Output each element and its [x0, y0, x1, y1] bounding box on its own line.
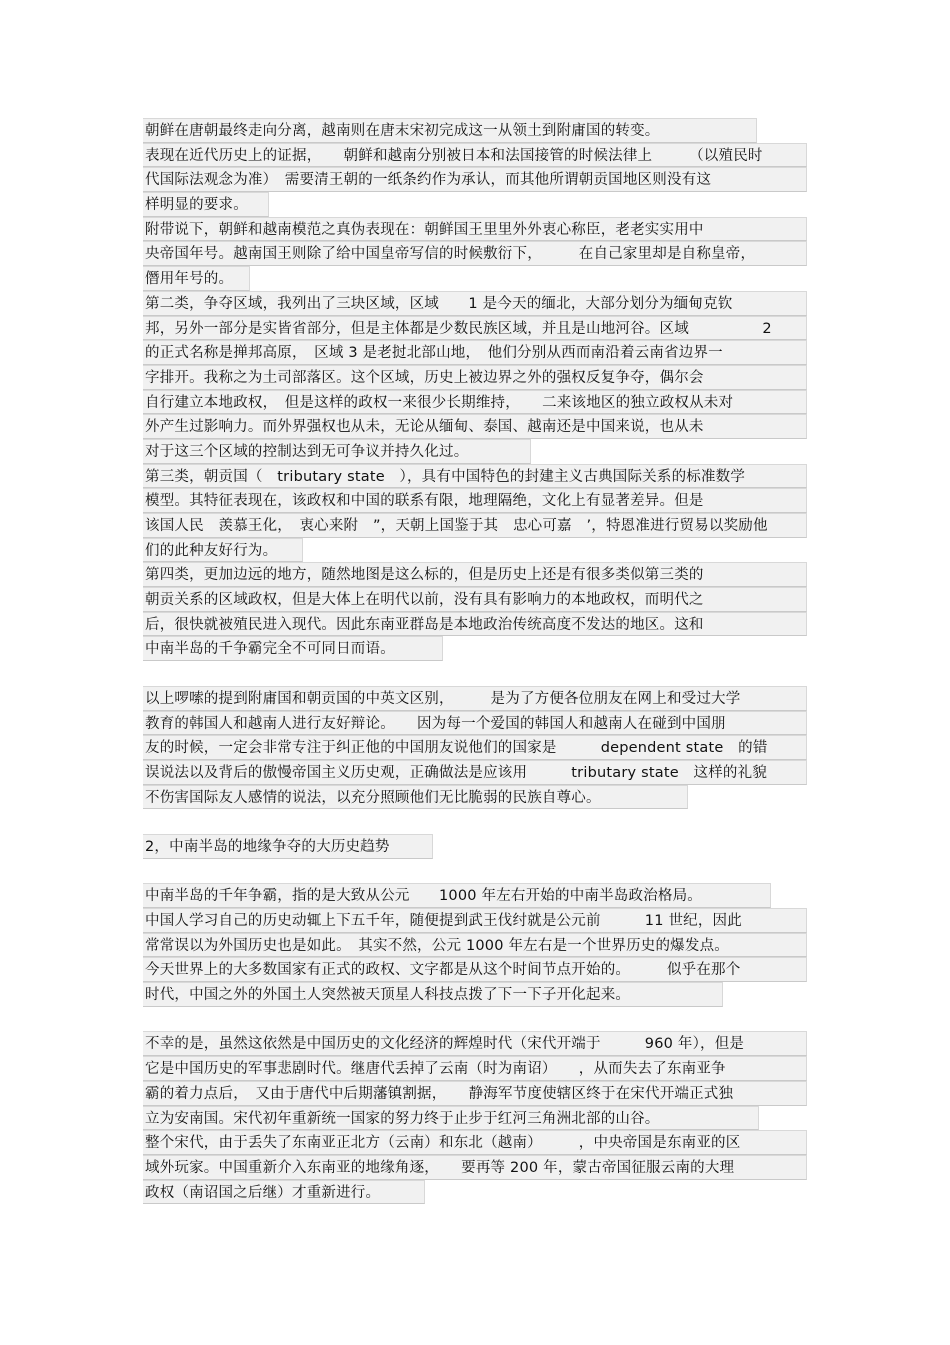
paragraph	[143, 291, 808, 464]
text-line: 第四类，更加边远的地方，随然地图是这么标的，但是历史上还是有很多类似第三类的	[143, 562, 807, 587]
text-line: 中南半岛的千年争霸，指的是大致从公元 1000 年左右开始的中南半岛政治格局。	[143, 883, 771, 908]
text-line: 友的时候，一定会非常专注于纠正他的中国朋友说他们的国家是 dependent state 的错	[143, 735, 807, 760]
text-line: 邦，另外一部分是实皆省部分，但是主体都是少数民族区域，并且是山地河谷。区域 2	[143, 316, 807, 341]
text-line: 中国人学习自己的历史动辄上下五千年，随便提到武王伐纣就是公元前 11 世纪，因此	[143, 908, 807, 933]
text-line: 表现在近代历史上的证据， 朝鲜和越南分别被日本和法国接管的时候法律上 （以殖民时	[143, 143, 807, 168]
text-line: 外产生过影响力。而外界强权也从未，无论从缅甸、泰国、越南还是中国来说，也从未	[143, 414, 807, 439]
text-line: 不伤害国际友人感情的说法，以充分照顾他们无比脆弱的民族自尊心。	[143, 785, 688, 810]
paragraph-gap	[143, 809, 808, 834]
paragraph	[143, 686, 808, 809]
text-line: 代国际法观念为准） 需要清王朝的一纸条约作为承认，而其他所谓朝贡国地区则没有这	[143, 167, 807, 192]
paragraph	[143, 143, 808, 217]
text-line: 僭用年号的。	[143, 266, 250, 291]
text-line: 中南半岛的千争霸完全不可同日而语。	[143, 636, 443, 661]
paragraph	[143, 562, 808, 661]
text-line: 朝贡关系的区域政权，但是大体上在明代以前，没有具有影响力的本地政权，而明代之	[143, 587, 807, 612]
text-line: 常常误以为外国历史也是如此。 其实不然，公元 1000 年左右是一个世界历史的爆发点。	[143, 933, 807, 958]
text-line: 后，很快就被殖民进入现代。因此东南亚群岛是本地政治传统高度不发达的地区。这和	[143, 612, 807, 637]
text-line: 第二类，争夺区域，我列出了三块区域，区域 1 是今天的缅北，大部分划分为缅甸克钦	[143, 291, 807, 316]
text-column	[143, 118, 808, 1204]
text-line: 不幸的是，虽然这依然是中国历史的文化经济的辉煌时代（宋代开端于 960 年），但是	[143, 1031, 807, 1056]
text-line: 自行建立本地政权， 但是这样的政权一来很少长期维持， 二来该地区的独立政权从未对	[143, 390, 807, 415]
text-line: 霸的着力点后， 又由于唐代中后期藩镇割据， 静海军节度使辖区终于在宋代开端正式独	[143, 1081, 807, 1106]
text-line: 2，中南半岛的地缘争夺的大历史趋势	[143, 834, 433, 859]
text-line: 附带说下，朝鲜和越南模范之真伪表现在：朝鲜国王里里外外衷心称臣，老老实实用中	[143, 217, 807, 242]
text-line: 朝鲜在唐朝最终走向分离，越南则在唐末宋初完成这一从领土到附庸国的转变。	[143, 118, 757, 143]
text-line: 样明显的要求。	[143, 192, 269, 217]
paragraph	[143, 883, 808, 908]
text-line: 模型。其特征表现在，该政权和中国的联系有限，地理隔绝，文化上有显著差异。但是	[143, 488, 807, 513]
paragraph	[143, 1031, 808, 1130]
text-line: 以上啰嗦的提到附庸国和朝贡国的中英文区别， 是为了方便各位朋友在网上和受过大学	[143, 686, 807, 711]
text-line: 教育的韩国人和越南人进行友好辩论。 因为每一个爱国的韩国人和越南人在碰到中国朋	[143, 711, 807, 736]
text-line: 政权（南诏国之后继）才重新进行。	[143, 1180, 425, 1205]
text-line: 们的此种友好行为。	[143, 538, 303, 563]
paragraph	[143, 834, 808, 859]
paragraph-gap	[143, 859, 808, 884]
text-line: 字排开。我称之为土司部落区。这个区域，历史上被边界之外的强权反复争夺，偶尔会	[143, 365, 807, 390]
text-line: 的正式名称是掸邦高原， 区域 3 是老挝北部山地， 他们分别从西而南沿着云南省边界一	[143, 340, 807, 365]
text-line: 时代，中国之外的外国土人突然被天顶星人科技点拨了下一下子开化起来。	[143, 982, 723, 1007]
paragraph-gap	[143, 1007, 808, 1032]
paragraph	[143, 1130, 808, 1204]
text-line: 它是中国历史的军事悲剧时代。继唐代丢掉了云南（时为南诏） ，从而失去了东南亚争	[143, 1056, 807, 1081]
text-line: 央帝国年号。越南国王则除了给中国皇帝写信的时候敷衍下， 在自己家里却是自称皇帝，	[143, 241, 807, 266]
text-line: 今天世界上的大多数国家有正式的政权、文字都是从这个时间节点开始的。 似乎在那个	[143, 957, 807, 982]
text-line: 该国人民 羡慕王化， 衷心来附 ”，天朝上国鉴于其 忠心可嘉 ’，特恩准进行贸易以奖励他	[143, 513, 807, 538]
text-line: 立为安南国。宋代初年重新统一国家的努力终于止步于红河三角洲北部的山谷。	[143, 1106, 759, 1131]
text-line: 误说法以及背后的傲慢帝国主义历史观，正确做法是应该用 tributary state 这样的礼貌	[143, 760, 807, 785]
paragraph-gap	[143, 661, 808, 686]
paragraph	[143, 908, 808, 1007]
paragraph	[143, 118, 808, 143]
text-line: 域外玩家。中国重新介入东南亚的地缘角逐， 要再等 200 年，蒙古帝国征服云南的大理	[143, 1155, 807, 1180]
paragraph	[143, 217, 808, 291]
paragraph	[143, 464, 808, 563]
text-line: 第三类，朝贡国（ tributary state ），具有中国特色的封建主义古典国际关系的标准数学	[143, 464, 807, 489]
text-line: 整个宋代，由于丢失了东南亚正北方（云南）和东北（越南） ，中央帝国是东南亚的区	[143, 1130, 807, 1155]
text-line: 对于这三个区域的控制达到无可争议并持久化过。	[143, 439, 531, 464]
